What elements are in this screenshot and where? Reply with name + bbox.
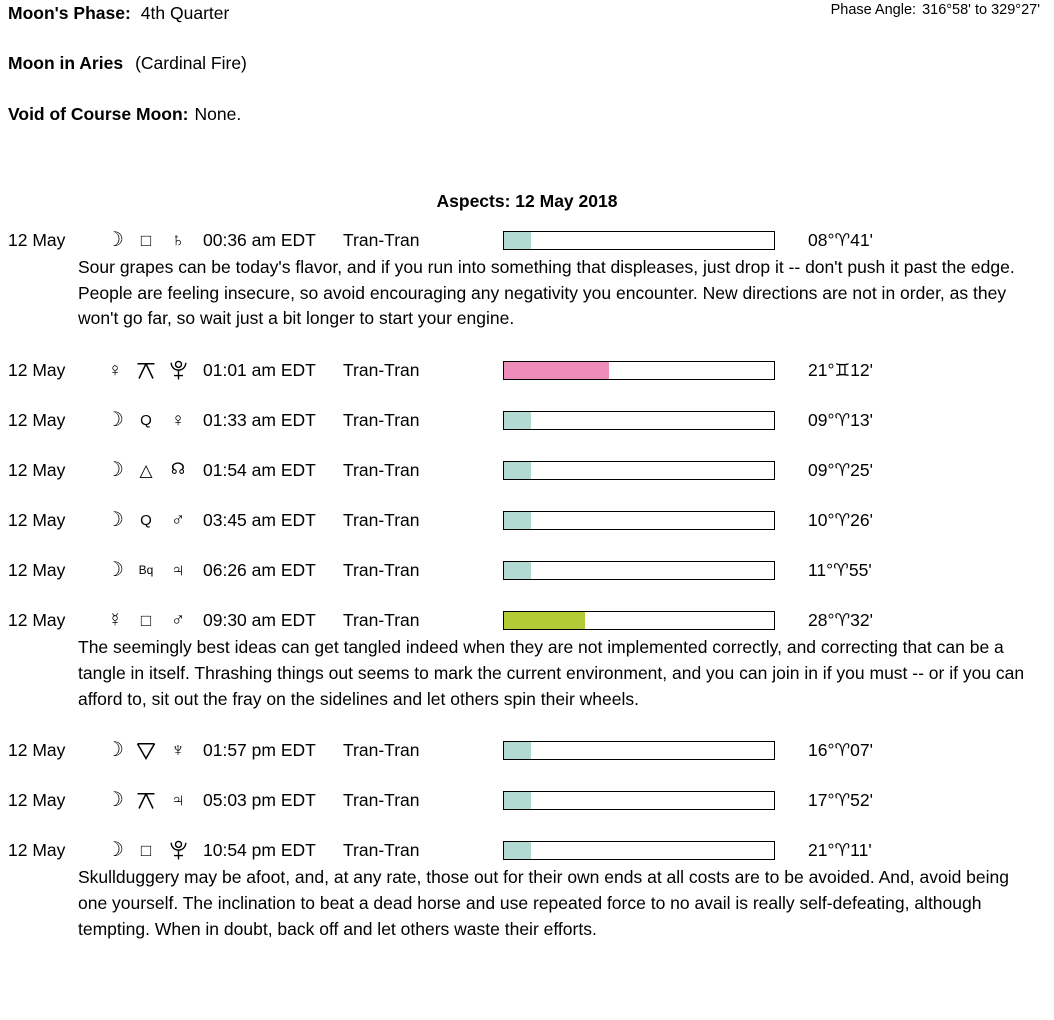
aspect-degree: 09°♈13' [808,409,873,430]
quincunx-aspect-icon [130,791,162,810]
aspect-time: 00:36 am EDT [203,229,316,250]
moons-phase-value: 4th Quarter [140,3,230,23]
aspect-time: 01:01 am EDT [203,359,316,380]
orb-progress-bar [503,231,775,250]
orb-progress-fill [504,742,531,759]
aspect-date: 12 May [8,739,66,760]
aspect-date: 12 May [8,789,66,810]
moon-sign-quality: (Cardinal Fire) [135,53,247,73]
aspect-type: Tran-Tran [343,739,420,760]
aspects-title: Aspects: 12 May 2018 [436,191,618,211]
moon-icon: ☽ [106,739,124,762]
phase-angle-line [831,2,1040,18]
orb-progress-fill [504,462,531,479]
aspect-date: 12 May [8,609,66,630]
aspect-row [0,838,1054,862]
pluto-icon [162,359,194,381]
aspect-degree: 10°♈26' [808,509,873,530]
aspect-row [0,508,1054,532]
aspect-interpretation-text: Skullduggery may be afoot, and, at any rate, those out for their own ends at all costs are to be avoided. And, avoid being one yourself. The inclination to beat a dead horse and use repeated force to no avail is really self-defeating, although tempting. When in doubt, back off and let others waste their efforts. [78,867,1010,939]
aspect-type: Tran-Tran [343,559,420,580]
aspect-row [0,408,1054,432]
moons-phase-label: Moon's Phase: [8,3,131,23]
orb-progress-fill [504,412,531,429]
void-of-course-label: Void of Course Moon: [8,104,189,124]
orb-progress-bar [503,361,775,380]
orb-progress-fill [504,612,585,629]
moon-icon: ☽ [106,459,124,482]
aspect-row [0,458,1054,482]
mercury-icon: ☿ [107,609,123,631]
jupiter-icon: ♃ [170,789,186,811]
aspect-type: Tran-Tran [343,229,420,250]
orb-progress-fill [504,512,531,529]
mars-icon: ♂ [170,609,186,631]
void-of-course-value: None. [194,104,242,124]
aspect-date: 12 May [8,839,66,860]
orb-progress-bar [503,841,775,860]
aspect-type: Tran-Tran [343,789,420,810]
biquintile-icon: Bq [138,563,154,578]
aspect-date: 12 May [8,229,66,250]
phase-angle-value: 316°58' to 329°27' [922,2,1040,18]
aspect-interpretation-text: Sour grapes can be today's flavor, and if you run into something that displeases, just drop it -- don't push it past the edge. People are feeling insecure, so avoid encouraging any negativity you encounter. New directions are not in order, as they won't go far, so wait just a bit longer to start your engine. [78,257,1015,329]
aspect-type: Tran-Tran [343,609,420,630]
trine-aspect-icon: △ [139,460,153,480]
aspect-time: 05:03 pm EDT [203,789,316,810]
aspect-time: 10:54 pm EDT [203,839,316,860]
venus-icon: ♀ [107,359,123,381]
moon-icon: ☽ [106,789,124,812]
aspect-date: 12 May [8,559,66,580]
venus-icon: ♀ [170,409,186,431]
void-of-course-line [8,104,241,125]
aspect-time: 01:33 am EDT [203,409,316,430]
aspect-time: 03:45 am EDT [203,509,316,530]
aspect-degree: 17°♈52' [808,789,873,810]
aspects-list [0,228,1054,968]
orb-progress-bar [503,791,775,810]
moon-icon: ☽ [106,509,124,532]
quintile-icon: Q [140,511,152,529]
moon-icon: ☽ [106,839,124,862]
orb-progress-bar [503,461,775,480]
square-aspect-icon: □ [140,840,152,860]
neptune-icon: ♆ [170,739,186,761]
aspect-row [0,738,1054,762]
quintile-icon: Q [140,411,152,429]
aspect-row [0,788,1054,812]
square-aspect-icon: □ [140,230,152,250]
aspect-degree: 16°♈07' [808,739,873,760]
aspect-row [0,358,1054,382]
orb-progress-bar [503,741,775,760]
aspect-date: 12 May [8,409,66,430]
moon-icon: ☽ [106,409,124,432]
aspect-row [0,608,1054,632]
saturn-icon: ♄ [170,229,186,251]
jupiter-icon: ♃ [170,559,186,581]
aspect-degree: 28°♈32' [808,609,873,630]
phase-angle-label: Phase Angle: [830,2,917,18]
aspect-time: 06:26 am EDT [203,559,316,580]
aspect-time: 01:57 pm EDT [203,739,316,760]
mars-icon: ♂ [170,509,186,531]
aspect-type: Tran-Tran [343,509,420,530]
pluto-icon [162,839,194,861]
aspect-degree: 09°♈25' [808,459,873,480]
orb-progress-bar [503,611,775,630]
aspect-row [0,558,1054,582]
semi-sextile-aspect-icon [130,741,162,760]
quincunx-aspect-icon [130,361,162,380]
aspect-date: 12 May [8,359,66,380]
aspect-degree: 21°♊12' [808,359,873,380]
aspect-row [0,228,1054,252]
orb-progress-fill [504,562,531,579]
aspect-degree: 21°♈11' [808,839,872,860]
aspect-degree: 08°♈41' [808,229,873,250]
aspect-degree: 11°♈55' [808,559,872,580]
aspect-type: Tran-Tran [343,459,420,480]
orb-progress-fill [504,842,531,859]
moons-phase-line [8,3,229,24]
orb-progress-bar [503,511,775,530]
aspect-type: Tran-Tran [343,359,420,380]
north-node-icon: ☊ [170,461,186,479]
square-aspect-icon: □ [140,610,152,630]
orb-progress-fill [504,792,531,809]
orb-progress-fill [504,362,609,379]
aspect-date: 12 May [8,509,66,530]
aspect-time: 01:54 am EDT [203,459,316,480]
aspect-date: 12 May [8,459,66,480]
orb-progress-bar [503,561,775,580]
moon-sign-line [8,53,247,74]
aspect-type: Tran-Tran [343,839,420,860]
orb-progress-fill [504,232,531,249]
moon-icon: ☽ [106,559,124,582]
aspect-type: Tran-Tran [343,409,420,430]
orb-progress-bar [503,411,775,430]
moon-sign-label: Moon in Aries [8,53,124,73]
moon-icon: ☽ [106,229,124,251]
aspect-interpretation-text: The seemingly best ideas can get tangled indeed when they are not implemented correctly, and correcting that can be a tangle in itself. Thrashing things out seems to mark the current environment, and you can join in if you must -- or if you can afford to, sit out the fray on the sidelines and let others spin their wheels. [78,637,1025,709]
aspect-time: 09:30 am EDT [203,609,316,630]
